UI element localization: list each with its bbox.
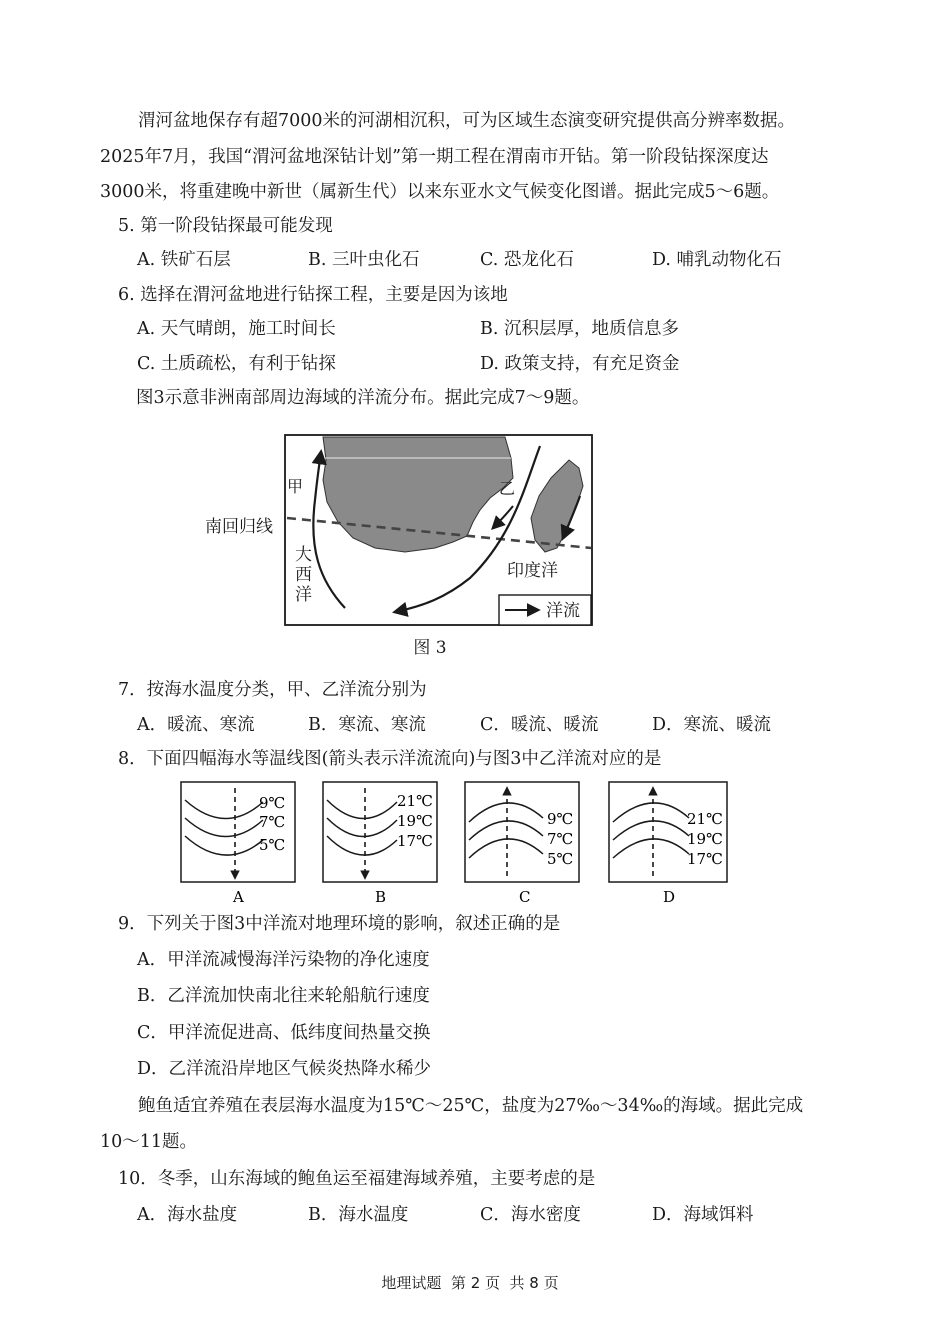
q10-option-a: A．海水盐度: [137, 1205, 238, 1225]
q8-isotherm-diagrams: [175, 778, 745, 908]
intro-abalone-line-2: 10～11题。: [100, 1132, 198, 1152]
page-footer: 地理试题 第 2 页 共 8 页: [381, 1274, 559, 1292]
q5-option-d: D. 哺乳动物化石: [652, 250, 782, 270]
q9-stem: 9．下列关于图3中洋流对地理环境的影响，叙述正确的是: [118, 914, 561, 934]
diagram-d-temp-2: 19℃: [687, 830, 723, 848]
diagram-d-temp-1: 21℃: [687, 810, 723, 828]
figure-3-map: [195, 430, 605, 630]
diagram-a-letter: A: [233, 888, 244, 906]
label-jia: 甲: [287, 477, 304, 496]
q9-option-b: B．乙洋流加快南北往来轮船航行速度: [137, 986, 430, 1006]
diagram-a-temp-3: 5℃: [259, 836, 286, 854]
q6-option-d: D. 政策支持，有充足资金: [480, 354, 680, 374]
label-indian: 印度洋: [507, 561, 558, 581]
label-atlantic-1: 大: [295, 545, 312, 565]
intro-abalone-line-1: 鲍鱼适宜养殖在表层海水温度为15℃～25℃，盐度为27‰～34‰的海域。据此完成: [138, 1096, 804, 1116]
diagram-c: [465, 782, 579, 906]
q7-option-a: A．暖流、寒流: [137, 715, 255, 735]
diagram-c-temp-2: 7℃: [547, 830, 574, 848]
diagram-a-temp-1: 9℃: [259, 794, 286, 812]
diagram-c-temp-1: 9℃: [547, 810, 574, 828]
q9-option-a: A．甲洋流减慢海洋污染物的净化速度: [137, 950, 430, 970]
q6-option-b: B. 沉积层厚，地质信息多: [480, 319, 679, 339]
q7-stem: 7．按海水温度分类，甲、乙洋流分别为: [118, 680, 427, 700]
diagram-b-temp-2: 19℃: [397, 812, 433, 830]
q9-option-c: C．甲洋流促进高、低纬度间热量交换: [137, 1023, 431, 1043]
diagram-d-temp-3: 17℃: [687, 850, 723, 868]
intro-figure-3: 图3示意非洲南部周边海域的洋流分布。据此完成7～9题。: [136, 388, 590, 408]
label-atlantic-2: 西: [295, 565, 312, 585]
diagram-b: [323, 782, 437, 906]
intro-line-2: 2025年7月，我国“渭河盆地深钻计划”第一期工程在渭南市开钻。第一阶段钻探深度达: [100, 147, 769, 167]
q6-stem: 6. 选择在渭河盆地进行钻探工程，主要是因为该地: [118, 285, 508, 305]
q5-stem: 5. 第一阶段钻探最可能发现: [118, 216, 333, 236]
diagram-b-temp-1: 21℃: [397, 792, 433, 810]
q7-option-c: C．暖流、暖流: [480, 715, 599, 735]
legend-label: 洋流: [546, 601, 580, 621]
q7-option-d: D．寒流、暖流: [652, 715, 772, 735]
intro-line-3: 3000米，将重建晚中新世（属新生代）以来东亚水文气候变化图谱。据此完成5～6题。: [100, 182, 780, 202]
figure-3-caption: 图 3: [413, 638, 447, 658]
diagram-b-letter: B: [375, 888, 387, 906]
label-atlantic-3: 洋: [295, 585, 312, 605]
q6-option-a: A. 天气晴朗，施工时间长: [137, 319, 336, 339]
q10-option-c: C．海水密度: [480, 1205, 581, 1225]
q8-stem: 8．下面四幅海水等温线图(箭头表示洋流流向)与图3中乙洋流对应的是: [118, 749, 662, 769]
q5-option-a: A. 铁矿石层: [137, 250, 231, 270]
label-tropic: 南回归线: [205, 517, 273, 537]
q5-option-b: B. 三叶虫化石: [308, 250, 420, 270]
diagram-c-temp-3: 5℃: [547, 850, 574, 868]
q5-option-c: C. 恐龙化石: [480, 250, 574, 270]
intro-line-1: 渭河盆地保存有超7000米的河湖相沉积，可为区域生态演变研究提供高分辨率数据。: [138, 111, 796, 131]
q10-stem: 10．冬季，山东海域的鲍鱼运至福建海域养殖，主要考虑的是: [118, 1169, 596, 1189]
diagram-b-temp-3: 17℃: [397, 832, 433, 850]
q6-option-c: C. 土质疏松，有利于钻探: [137, 354, 336, 374]
q10-option-d: D．海域饵料: [652, 1205, 754, 1225]
q10-option-b: B．海水温度: [308, 1205, 409, 1225]
q7-option-b: B．寒流、寒流: [308, 715, 426, 735]
diagram-a-temp-2: 7℃: [259, 813, 286, 831]
diagram-d-letter: D: [663, 888, 676, 906]
diagram-d: [609, 782, 727, 906]
diagram-c-letter: C: [519, 888, 531, 906]
label-yi: 乙: [499, 479, 516, 498]
q9-option-d: D．乙洋流沿岸地区气候炎热降水稀少: [137, 1059, 432, 1079]
diagram-a: [181, 782, 295, 906]
